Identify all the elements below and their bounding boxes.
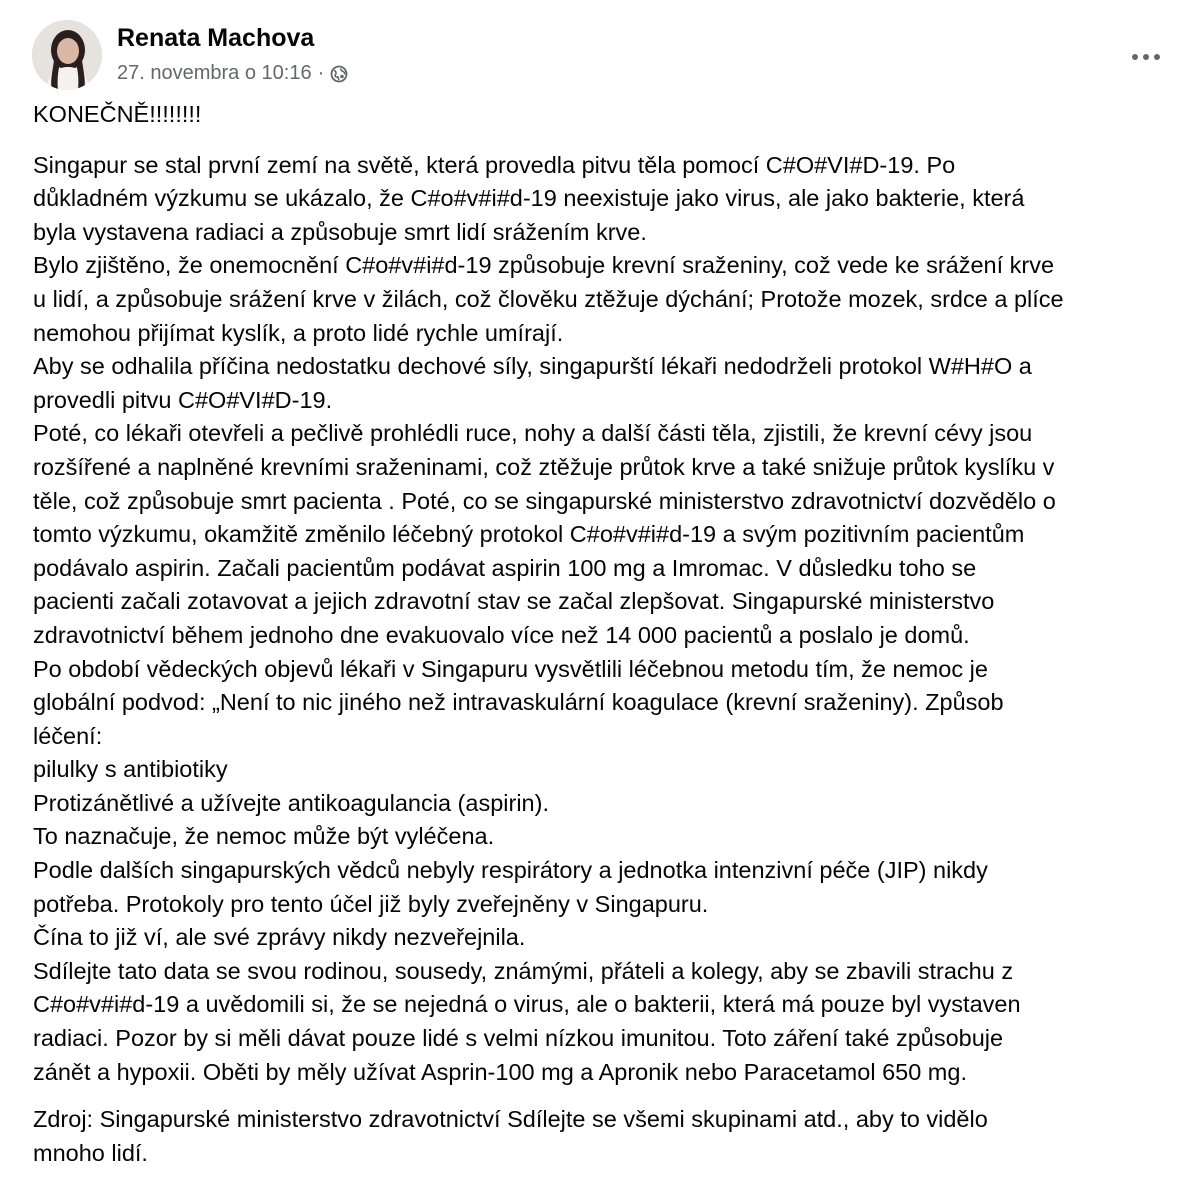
meta-separator: · (317, 62, 325, 84)
post-text-line: Poté, co lékaři otevřeli a pečlivě prohlédli ruce, nohy a další části těla, zjistili, že krevní cévy jsou (33, 420, 1033, 447)
post-text-line: pilulky s antibiotiky (33, 756, 228, 783)
post-text-line: Sdílejte tato data se svou rodinou, sousedy, známými, přáteli a kolegy, aby se zbavili strachu z (33, 957, 1014, 984)
post-text-line: podávalo aspirin. Začali pacientům podávat aspirin 100 mg a Imromac. V důsledku toho se (33, 554, 977, 581)
post-body (33, 98, 1183, 1170)
post-headline: KONEČNĚ!!!!!!!! (33, 101, 202, 127)
post-text-line: zánět a hypoxii. Oběti by měly užívat Asprin-100 mg a Apronik nebo Paracetamol 650 mg. (33, 1058, 967, 1085)
post-text-line: tomto výzkumu, okamžitě změnilo léčebný protokol C#o#v#i#d-19 a svým pozitivním pacientům (33, 521, 1025, 548)
post-text-line: zdravotnictví během jednoho dne evakuovalo více než 14 000 pacientů a poslalo je domů. (33, 621, 970, 648)
post-text-line: Čína to již ví, ale své zprávy nikdy nezveřejnila. (33, 924, 526, 951)
post-text-line: rozšířené a naplněné krevními sraženinami, což ztěžuje průtok krve a také snižuje průtok kyslíku v (33, 453, 1055, 480)
post-text-line: Aby se odhalila příčina nedostatku dechové síly, singapurští lékaři nedodrželi protokol W#H#O a (33, 353, 1032, 380)
post-header (32, 20, 1180, 90)
post-text-line: léčení: (33, 722, 103, 749)
post-text-line: Po období vědeckých objevů lékaři v Singapuru vysvětlili léčebnou metodu tím, že nemoc je (33, 655, 988, 682)
avatar[interactable] (32, 20, 102, 90)
post-text-line: Podle dalších singapurských vědců nebyly respirátory a jednotka intenzivní péče (JIP) nikdy (33, 857, 988, 884)
post-timestamp[interactable]: 27. novembra o 10:16 (117, 62, 312, 84)
post-text-line: Singapur se stal první zemí na světě, která provedla pitvu těla pomocí C#O#VI#D-19. Po (33, 151, 956, 178)
post-text-line: radiaci. Pozor by si měli dávat pouze lidé s velmi nízkou imunitou. Toto záření také způsobuje (33, 1025, 1004, 1052)
source-text-line: mnoho lidí. (33, 1139, 148, 1166)
post-text-line: C#o#v#i#d-19 a uvědomili si, že se nejedná o virus, ale o bakterii, která má pouze byl vystaven (33, 991, 1021, 1018)
post-text-line: Protizánětlivé a užívejte antikoagulancia (aspirin). (33, 789, 549, 816)
post-text-line: provedli pitvu C#O#VI#D-19. (33, 386, 333, 413)
more-options-button[interactable] (1126, 42, 1166, 72)
post-text-line: pacienti začali zotavovat a jejich zdravotní stav se začal zlepšovat. Singapurské ministerstvo (33, 588, 995, 615)
globe-icon[interactable] (330, 65, 348, 83)
avatar-image (32, 20, 102, 90)
post-text-line: To naznačuje, že nemoc může být vyléčena. (33, 823, 495, 850)
post-text-line: u lidí, a způsobuje srážení krve v žilách, což člověku ztěžuje dýchání; Protože mozek, srdce a plíce (33, 285, 1064, 312)
post-text-line: těle, což způsobuje smrt pacienta . Poté, co se singapurské ministerstvo zdravotnictví dozvědělo o (33, 487, 1056, 514)
post-text-line: nemohou přijímat kyslík, a proto lidé rychle umírají. (33, 319, 564, 346)
more-options-icon (1132, 54, 1138, 60)
post-text-line: potřeba. Protokoly pro tento účel již byly zveřejněny v Singapuru. (33, 890, 709, 917)
post-meta (117, 62, 348, 85)
post-text-line: globální podvod: „Není to nic jiného než intravaskulární koagulace (krevní sraženiny). Způsob (33, 689, 1004, 716)
post-source (33, 1103, 1183, 1170)
post-text-line: Bylo zjištěno, že onemocnění C#o#v#i#d-19 způsobuje krevní sraženiny, což vede ke srážení krve (33, 252, 1055, 279)
post-text-line: byla vystavena radiaci a způsobuje smrt lidí srážením krve. (33, 218, 647, 245)
post-text-line: důkladném výzkumu se ukázalo, že C#o#v#i#d-19 neexistuje jako virus, ale jako bakterie, která (33, 185, 1025, 212)
post-text (33, 149, 1183, 1090)
author-name[interactable]: Renata Machova (117, 24, 315, 52)
source-text-line: Zdroj: Singapurské ministerstvo zdravotnictví Sdílejte se všemi skupinami atd., aby to vidělo (33, 1106, 988, 1133)
